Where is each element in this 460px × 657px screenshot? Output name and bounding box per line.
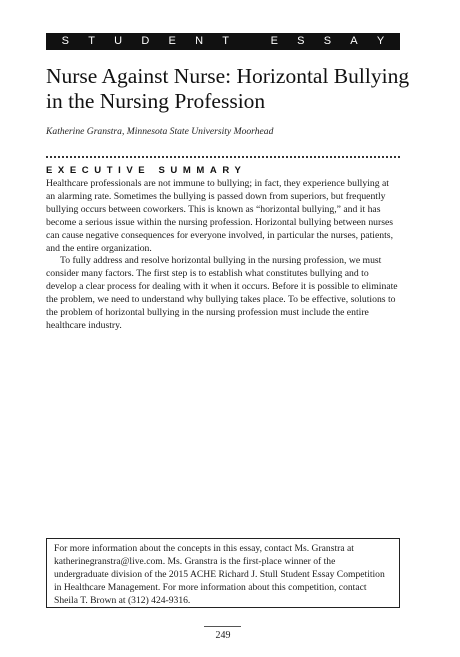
executive-summary-body [46,178,400,333]
section-banner [46,33,400,50]
banner-spacer [248,33,251,50]
banner-letter: A [350,35,358,47]
banner-letter: S [61,35,69,47]
executive-summary-heading: EXECUTIVE SUMMARY [46,165,247,176]
banner-letter: N [195,35,204,47]
banner-letter: S [323,35,332,47]
banner-letter: D [141,35,150,47]
summary-paragraph-2: To fully address and resolve horizontal bullying in the nursing profession, we must consider many factors. The first step is to establish what constitutes bullying and to develop a clear process for dealing with it when it occurs. Before it is possible to eliminate the problem, we need to understand why bullying takes place. To be effective, solutions to the problem of horizontal bullying in the nursing profession must include the entire healthcare industry. [46,255,398,331]
banner-letter: E [270,35,278,47]
banner-letter: S [297,35,305,47]
page-number-rule [204,626,241,627]
banner-letter: T [222,35,230,47]
author-byline: Katherine Granstra, Minnesota State University Moorhead [46,126,274,137]
banner-letter: T [88,35,95,47]
contact-info-box: For more information about the concepts in this essay, contact Ms. Granstra at katherinegranstra@live.com. Ms. Granstra is the first-place winner of the undergraduate division of the 2015 ACHE Richard J. Stull Student Essay Competition in Healthcare Management. For more information about this competition, contact Sheila T. Brown at (312) 424-9316. [46,538,400,608]
banner-letter: Y [376,35,385,47]
article-title: Nurse Against Nurse: Horizontal Bullying in the Nursing Profession [46,64,410,113]
summary-paragraph-1: Healthcare professionals are not immune to bullying; in fact, they experience bullying at an alarming rate. Sometimes the bullying is passed down from superiors, but frequently bullying occurs between coworkers. This is known as “horizontal bullying,” and it has become a serious issue within the nursing profession. Horizontal bullying between nurses can cause negative consequences for everyone involved, in particular the nurses, patients, and the entire organization. [46,178,394,254]
banner-letter: U [114,35,123,47]
banner-letter: E [168,35,176,47]
dotted-divider [46,156,400,158]
page-number: 249 [215,630,231,641]
